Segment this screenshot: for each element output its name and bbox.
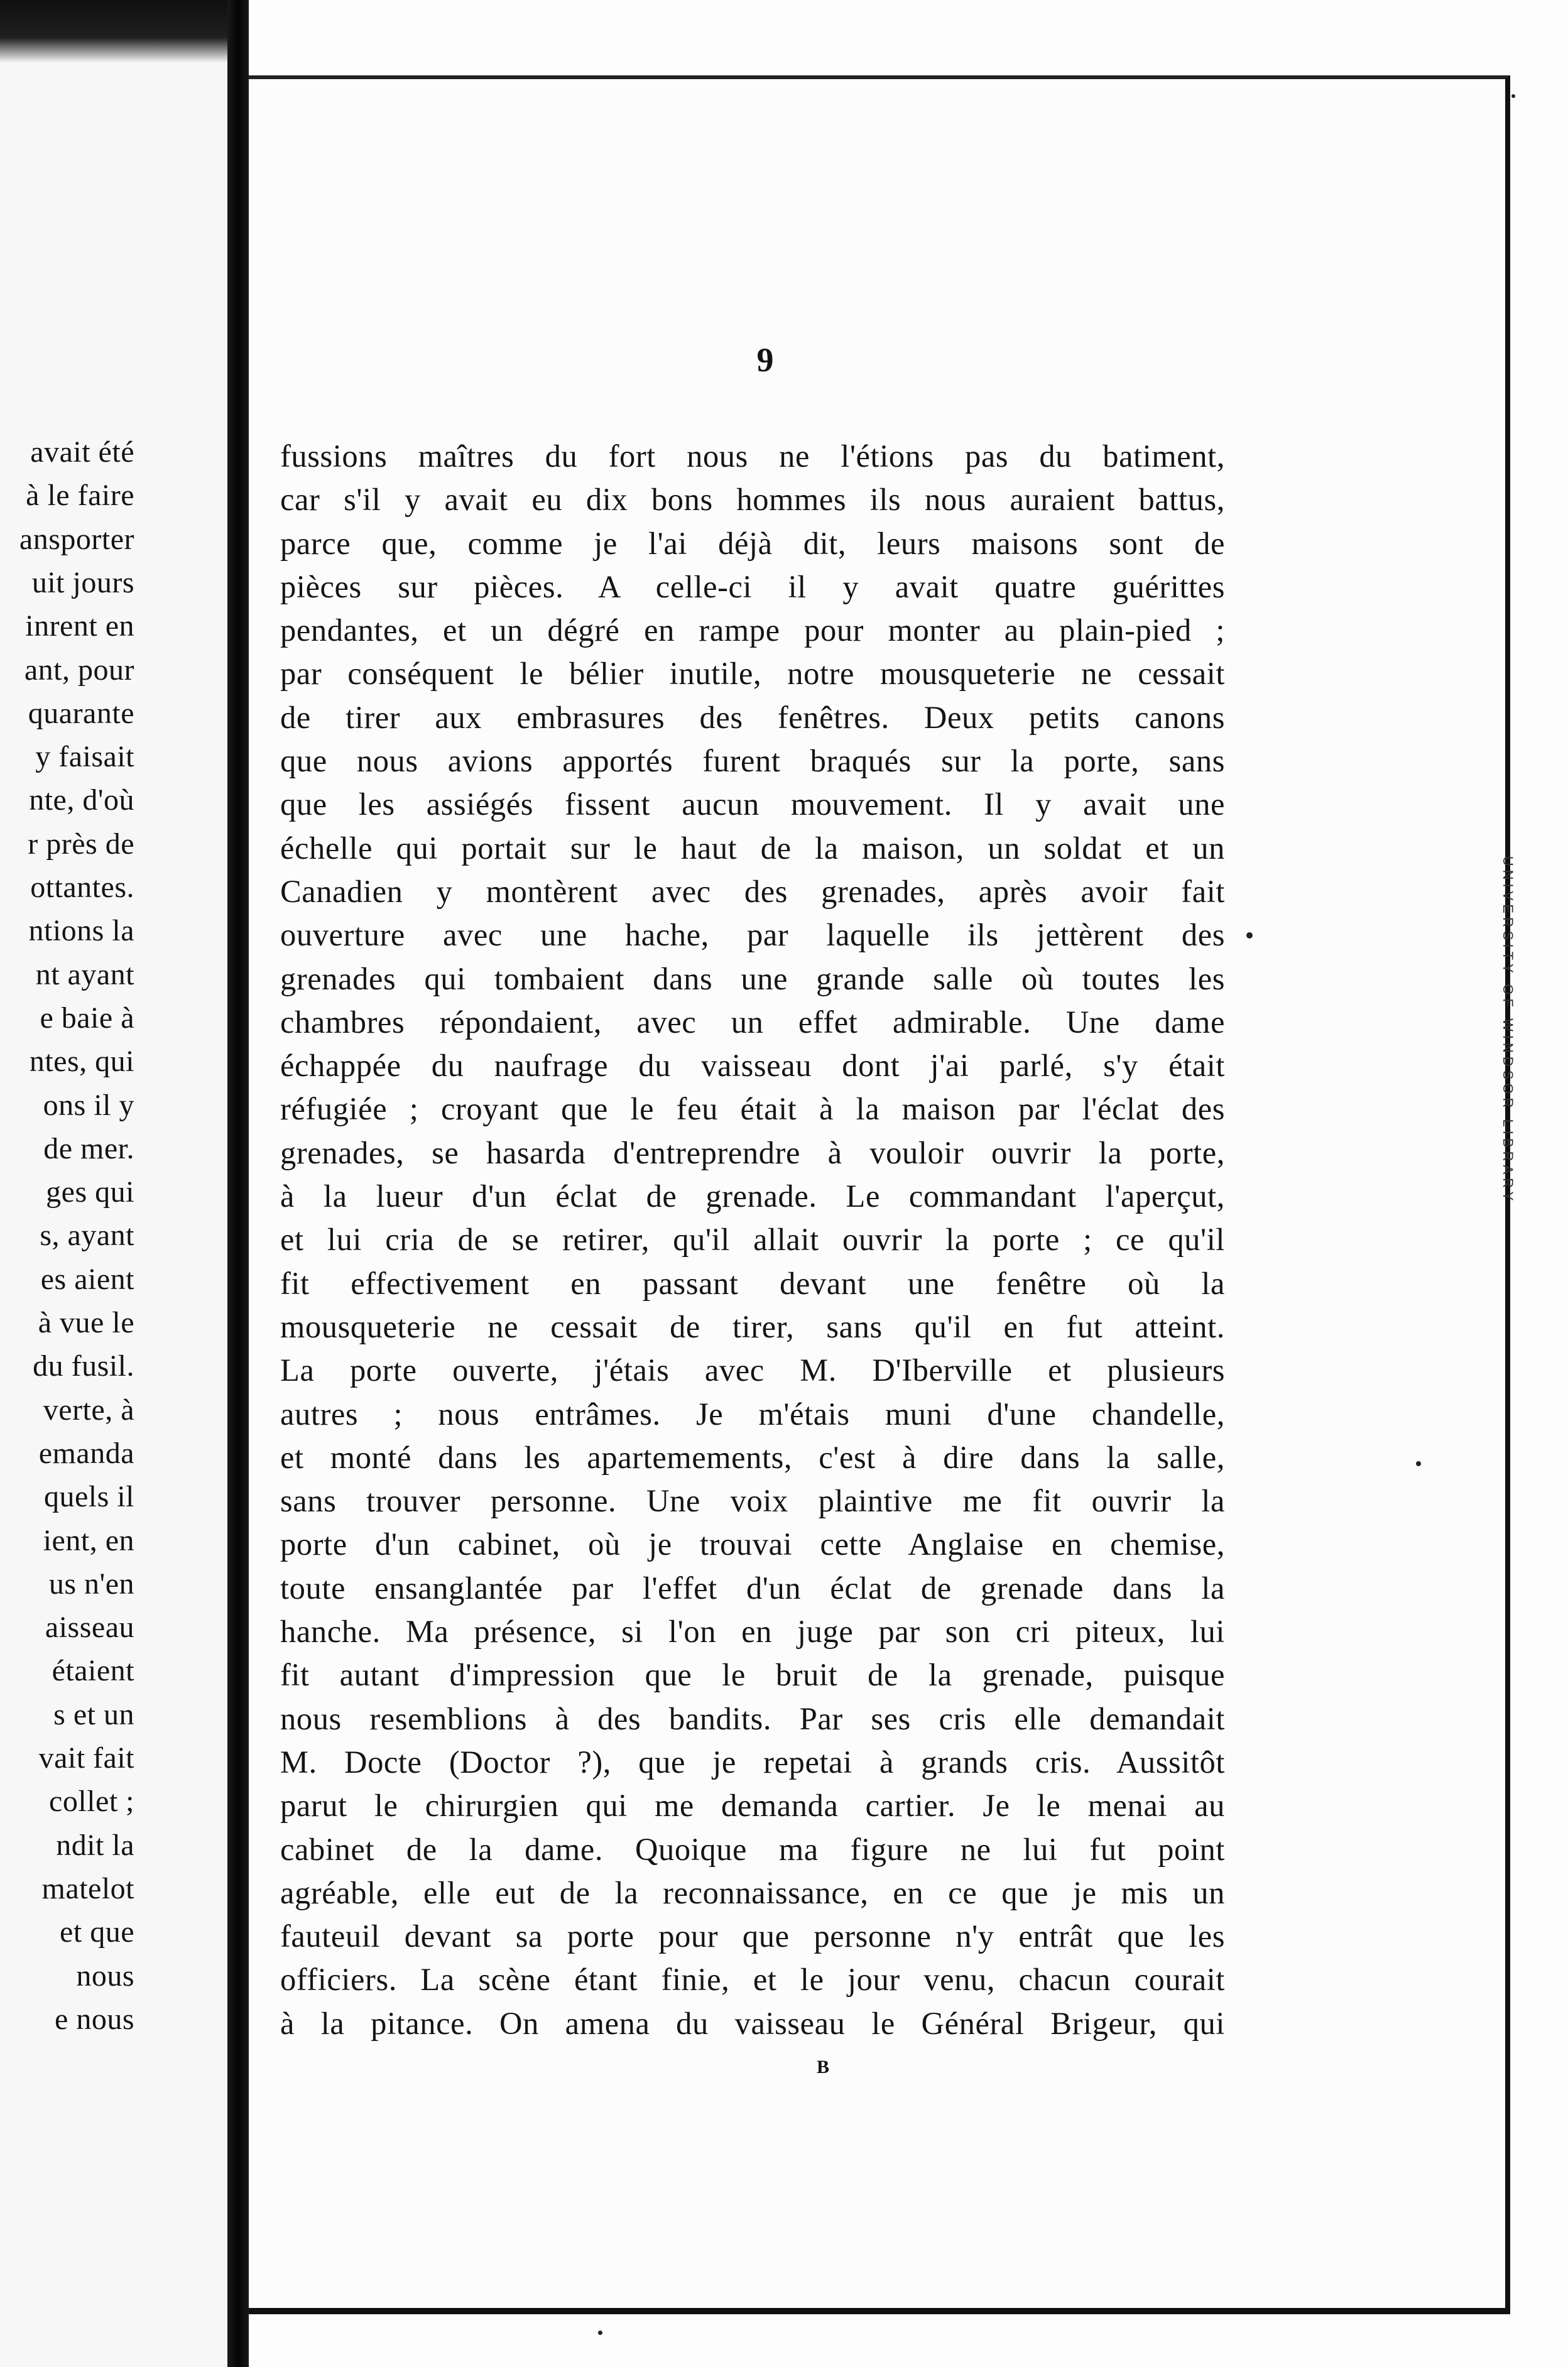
body-line: porte d'un cabinet, où je trouvai cette Anglaise en chemise, (280, 1526, 1225, 1562)
left-fragment-line: ndit la (56, 1828, 134, 1862)
book-gutter (227, 0, 249, 2367)
body-line: pendantes, et un dégré en rampe pour monter au plain-pied ; (280, 612, 1225, 648)
body-line: parut le chirurgien qui me demanda cartier. Je le menai au (280, 1788, 1225, 1824)
body-line: M. Docte (Doctor ?), que je repetai à grands cris. Aussitôt (280, 1744, 1225, 1780)
body-line: et lui cria de se retirer, qu'il allait ouvrir la porte ; ce qu'il (280, 1222, 1225, 1258)
left-page-fragment (0, 0, 227, 2367)
left-fragment-line: de mer. (43, 1131, 134, 1165)
left-fragment-line: à vue le (38, 1306, 134, 1339)
body-text (280, 435, 1225, 2045)
left-fragment-line: y faisait (35, 740, 134, 774)
body-line: à la lueur d'un éclat de grenade. Le commandant l'aperçut, (280, 1178, 1225, 1214)
body-line: autres ; nous entrâmes. Je m'étais muni d'une chandelle, (280, 1396, 1225, 1432)
body-line: fauteuil devant sa porte pour que personne n'y entrât que les (280, 1918, 1225, 1954)
right-margin-stamp (1495, 653, 1520, 1407)
body-line: à la pitance. On amena du vaisseau le Général Brigeur, qui (280, 2005, 1225, 2041)
scan-speck (1416, 1461, 1421, 1466)
left-fragment-line: nt ayant (35, 957, 134, 991)
body-line: fit effectivement en passant devant une fenêtre où la (280, 1265, 1225, 1301)
body-line: Canadien y montèrent avec des grenades, après avoir fait (280, 873, 1225, 909)
body-line: pièces sur pièces. A celle-ci il y avait quatre guérittes (280, 569, 1225, 604)
top-shadow-left (0, 0, 227, 63)
body-line: réfugiée ; croyant que le feu était à la maison par l'éclat des (280, 1091, 1225, 1127)
body-line: par conséquent le bélier inutile, notre mousqueterie ne cessait (280, 656, 1225, 692)
left-fragment-line: quels il (44, 1480, 134, 1514)
left-fragment-line: ant, pour (24, 653, 134, 687)
left-fragment-line: s, ayant (40, 1219, 134, 1253)
left-fragment-line: ansporter (19, 522, 134, 556)
left-fragment-line: inrent en (25, 609, 134, 643)
body-line: fussions maîtres du fort nous ne l'étions pas du batiment, (280, 438, 1225, 474)
body-line: La porte ouverte, j'étais avec M. D'Iberville et plusieurs (280, 1352, 1225, 1388)
body-line: mousqueterie ne cessait de tirer, sans qu'il en fut atteint. (280, 1309, 1225, 1344)
body-line: échappée du naufrage du vaisseau dont j'ai parlé, s'y était (280, 1048, 1225, 1084)
left-fragment-line: emanda (38, 1436, 134, 1470)
left-fragment-line: à le faire (26, 479, 134, 513)
signature-mark: B (817, 2057, 830, 2077)
right-margin-stamp-text: UNIVERSITY OF WINDSOR LIBRARY (1500, 856, 1516, 1205)
left-fragment-line: uit jours (31, 565, 134, 599)
body-line: ouverture avec une hache, par laquelle ils jettèrent des (280, 917, 1225, 953)
page-number: 9 (756, 341, 774, 379)
left-fragment-line: ottantes. (30, 871, 134, 904)
left-fragment-line: ons il y (43, 1088, 134, 1122)
body-line: et monté dans les apartemements, c'est à dire dans la salle, (280, 1439, 1225, 1475)
scan-speck (1511, 94, 1515, 98)
body-line: sans trouver personne. Une voix plaintive me fit ouvrir la (280, 1483, 1225, 1519)
left-fragment-line: nte, d'où (29, 783, 134, 817)
left-fragment-line: aisseau (45, 1611, 134, 1645)
body-line: car s'il y avait eu dix bons hommes ils nous auraient battus, (280, 482, 1225, 518)
body-line: grenades qui tombaient dans une grande salle où toutes les (280, 960, 1225, 996)
left-fragment-line: s et un (53, 1697, 134, 1731)
body-line: hanche. Ma présence, si l'on en juge par son cri piteux, lui (280, 1614, 1225, 1650)
scan-speck (598, 2331, 602, 2335)
body-line: nous resemblions à des bandits. Par ses cris elle demandait (280, 1700, 1225, 1736)
left-fragment-line: e nous (55, 2002, 134, 2036)
body-line: grenades, se hasarda d'entreprendre à vouloir ouvrir la porte, (280, 1135, 1225, 1170)
left-fragment-line: e baie à (40, 1001, 134, 1035)
left-fragment-line: collet ; (49, 1785, 134, 1819)
left-fragment-line: du fusil. (33, 1349, 134, 1383)
left-fragment-line: étaient (52, 1654, 134, 1688)
body-line: fit autant d'impression que le bruit de la grenade, puisque (280, 1657, 1225, 1693)
left-fragment-line: avait été (30, 435, 134, 469)
left-fragment-line: vait fait (38, 1741, 134, 1775)
body-line: de tirer aux embrasures des fenêtres. Deux petits canons (280, 699, 1225, 735)
body-line: toute ensanglantée par l'effet d'un éclat de grenade dans la (280, 1570, 1225, 1606)
left-fragment-line: ntes, qui (29, 1045, 134, 1079)
left-fragment-line: quarante (28, 696, 134, 730)
left-fragment-line: ntions la (28, 914, 134, 948)
body-line: que nous avions apportés furent braqués sur la porte, sans (280, 743, 1225, 779)
top-margin (249, 0, 1568, 79)
left-fragment-line: es aient (40, 1262, 134, 1296)
left-fragment-line: ges qui (46, 1175, 134, 1209)
left-fragment-line: et que (60, 1915, 134, 1949)
left-fragment-line: verte, à (43, 1393, 134, 1427)
body-line: que les assiégés fissent aucun mouvement. Il y avait une (280, 786, 1225, 822)
body-line: échelle qui portait sur le haut de la maison, un soldat et un (280, 830, 1225, 866)
body-line: chambres répondaient, avec un effet admirable. Une dame (280, 1004, 1225, 1040)
body-line: cabinet de la dame. Quoique ma figure ne lui fut point (280, 1831, 1225, 1867)
left-fragment-line: ient, en (43, 1523, 134, 1557)
body-line: parce que, comme je l'ai déjà dit, leurs maisons sont de (280, 525, 1225, 561)
scan-speck (1246, 932, 1253, 939)
body-line: officiers. La scène étant finie, et le jour venu, chacun courait (280, 1962, 1225, 1998)
left-fragment-line: r près de (28, 827, 134, 861)
body-line: agréable, elle eut de la reconnaissance, en ce que je mis un (280, 1875, 1225, 1910)
left-fragment-line: matelot (41, 1871, 134, 1905)
left-fragment-line: us n'en (48, 1567, 134, 1601)
left-fragment-line: nous (76, 1959, 134, 1993)
